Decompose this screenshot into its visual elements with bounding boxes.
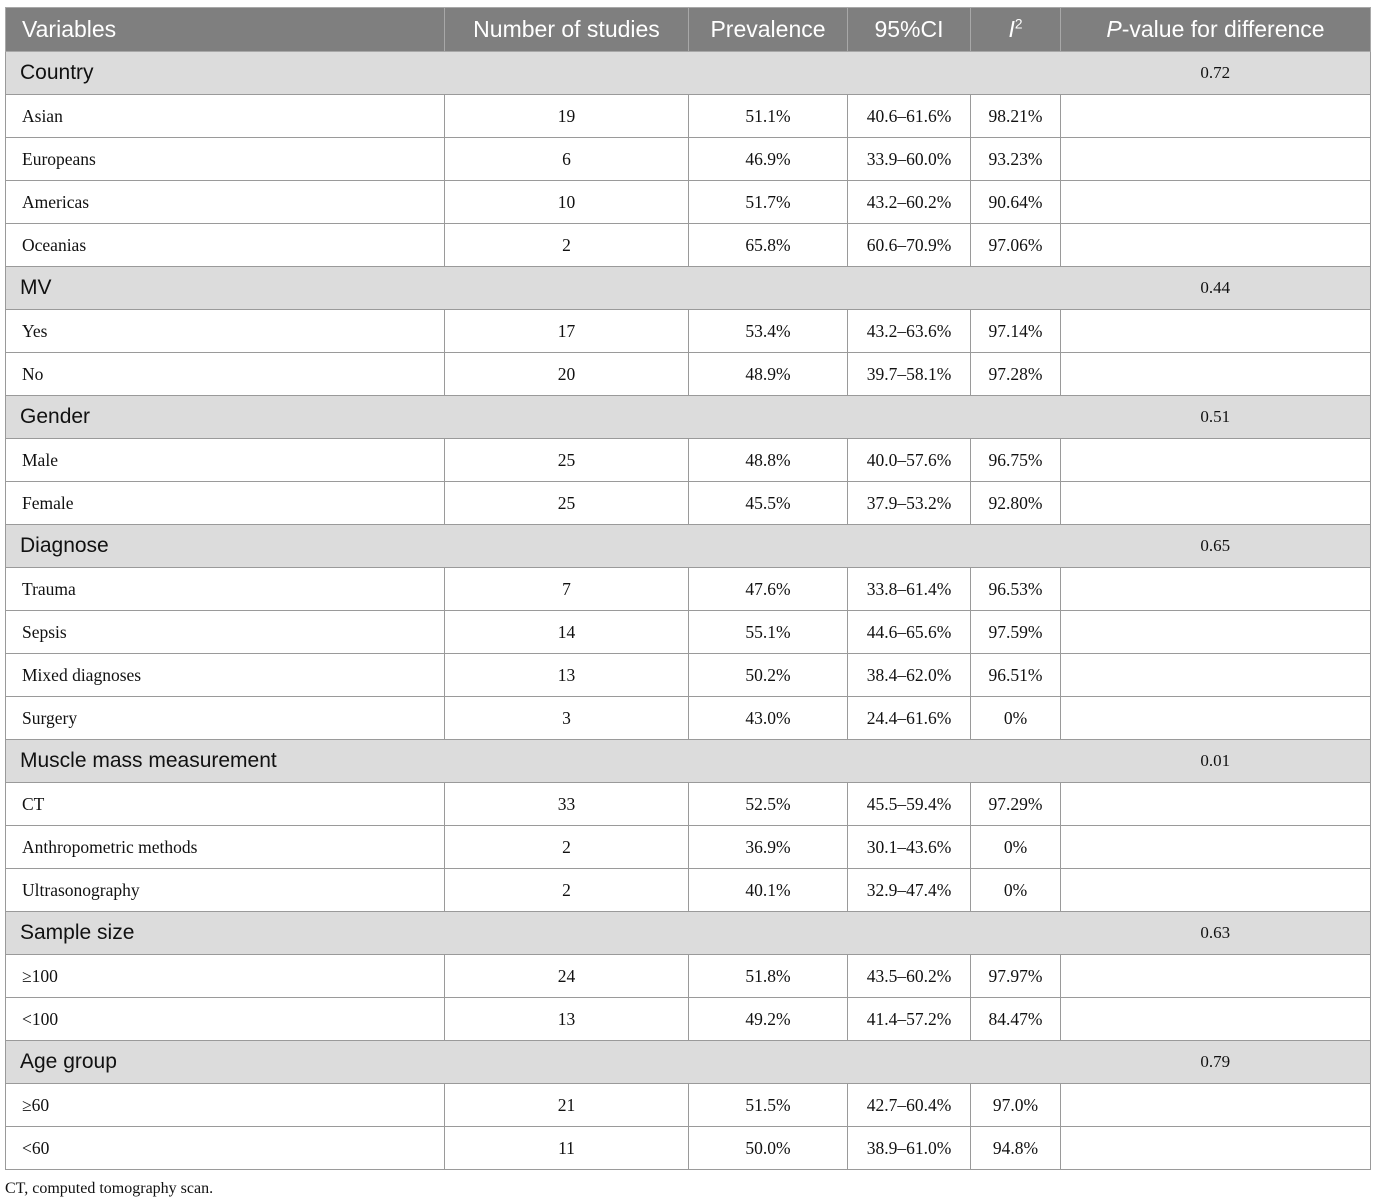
cell-i2: 97.0% — [971, 1084, 1061, 1127]
cell-ci: 41.4–57.2% — [848, 998, 971, 1041]
table-row — [6, 568, 1371, 611]
cell-p-value-empty — [1061, 138, 1371, 181]
cell-ci: 37.9–53.2% — [848, 482, 971, 525]
cell-i2: 96.51% — [971, 654, 1061, 697]
cell-ci: 30.1–43.6% — [848, 826, 971, 869]
header-i2: $I^2$ — [971, 8, 1061, 52]
cell-prevalence: 50.2% — [689, 654, 848, 697]
group-name: Muscle mass measurement — [6, 740, 1061, 783]
cell-p-value-empty — [1061, 568, 1371, 611]
row-label: Asian — [6, 95, 445, 138]
group-name: Gender — [6, 396, 1061, 439]
cell-number-of-studies: 33 — [445, 783, 689, 826]
row-label: CT — [6, 783, 445, 826]
cell-number-of-studies: 10 — [445, 181, 689, 224]
cell-p-value-empty — [1061, 1127, 1371, 1170]
cell-p-value-empty — [1061, 611, 1371, 654]
cell-p-value-empty — [1061, 95, 1371, 138]
cell-ci: 38.9–61.0% — [848, 1127, 971, 1170]
cell-ci: 43.2–63.6% — [848, 310, 971, 353]
cell-i2: 97.14% — [971, 310, 1061, 353]
row-label: Trauma — [6, 568, 445, 611]
cell-i2: 84.47% — [971, 998, 1061, 1041]
row-label: Oceanias — [6, 224, 445, 267]
cell-prevalence: 65.8% — [689, 224, 848, 267]
table-row — [6, 224, 1371, 267]
cell-p-value-empty — [1061, 869, 1371, 912]
row-label: Americas — [6, 181, 445, 224]
cell-p-value-empty — [1061, 439, 1371, 482]
cell-i2: 0% — [971, 826, 1061, 869]
group-p-value: 0.63 — [1061, 912, 1371, 955]
cell-p-value-empty — [1061, 998, 1371, 1041]
table-row — [6, 95, 1371, 138]
cell-number-of-studies: 25 — [445, 439, 689, 482]
row-label: Male — [6, 439, 445, 482]
row-label: Yes — [6, 310, 445, 353]
group-row — [6, 52, 1371, 95]
cell-p-value-empty — [1061, 353, 1371, 396]
cell-p-value-empty — [1061, 1084, 1371, 1127]
table-row — [6, 826, 1371, 869]
cell-prevalence: 51.7% — [689, 181, 848, 224]
header-p-value: P-value for difference — [1061, 8, 1371, 52]
cell-number-of-studies: 2 — [445, 224, 689, 267]
cell-i2: 97.59% — [971, 611, 1061, 654]
table-row — [6, 611, 1371, 654]
group-p-value: 0.51 — [1061, 396, 1371, 439]
subgroup-table — [5, 7, 1371, 1170]
cell-p-value-empty — [1061, 482, 1371, 525]
table-row — [6, 869, 1371, 912]
group-name: Country — [6, 52, 1061, 95]
row-label: ≥60 — [6, 1084, 445, 1127]
cell-prevalence: 49.2% — [689, 998, 848, 1041]
row-label: Europeans — [6, 138, 445, 181]
cell-i2: 97.06% — [971, 224, 1061, 267]
cell-ci: 60.6–70.9% — [848, 224, 971, 267]
row-label: Sepsis — [6, 611, 445, 654]
row-label: ≥100 — [6, 955, 445, 998]
cell-p-value-empty — [1061, 224, 1371, 267]
header-number-of-studies: Number of studies — [445, 8, 689, 52]
cell-i2: 96.75% — [971, 439, 1061, 482]
cell-number-of-studies: 6 — [445, 138, 689, 181]
row-label: Surgery — [6, 697, 445, 740]
group-row — [6, 1041, 1371, 1084]
cell-ci: 40.6–61.6% — [848, 95, 971, 138]
row-label: <60 — [6, 1127, 445, 1170]
cell-number-of-studies: 7 — [445, 568, 689, 611]
cell-p-value-empty — [1061, 654, 1371, 697]
cell-number-of-studies: 3 — [445, 697, 689, 740]
group-name: MV — [6, 267, 1061, 310]
cell-p-value-empty — [1061, 697, 1371, 740]
cell-number-of-studies: 13 — [445, 654, 689, 697]
cell-ci: 24.4–61.6% — [848, 697, 971, 740]
header-variables: Variables — [6, 8, 445, 52]
cell-i2: 0% — [971, 697, 1061, 740]
table-row — [6, 955, 1371, 998]
cell-ci: 33.8–61.4% — [848, 568, 971, 611]
table-row — [6, 482, 1371, 525]
group-name: Age group — [6, 1041, 1061, 1084]
cell-prevalence: 55.1% — [689, 611, 848, 654]
cell-ci: 39.7–58.1% — [848, 353, 971, 396]
cell-prevalence: 53.4% — [689, 310, 848, 353]
table-row — [6, 310, 1371, 353]
cell-i2: 0% — [971, 869, 1061, 912]
cell-number-of-studies: 21 — [445, 1084, 689, 1127]
group-name: Diagnose — [6, 525, 1061, 568]
cell-p-value-empty — [1061, 783, 1371, 826]
cell-ci: 38.4–62.0% — [848, 654, 971, 697]
cell-i2: 97.29% — [971, 783, 1061, 826]
cell-number-of-studies: 11 — [445, 1127, 689, 1170]
row-label: Anthropometric methods — [6, 826, 445, 869]
cell-ci: 42.7–60.4% — [848, 1084, 971, 1127]
table-row — [6, 1127, 1371, 1170]
header-prevalence: Prevalence — [689, 8, 848, 52]
cell-number-of-studies: 24 — [445, 955, 689, 998]
cell-prevalence: 51.8% — [689, 955, 848, 998]
cell-number-of-studies: 13 — [445, 998, 689, 1041]
cell-prevalence: 48.8% — [689, 439, 848, 482]
cell-p-value-empty — [1061, 826, 1371, 869]
footnote: CT, computed tomography scan. — [5, 1180, 214, 1197]
cell-ci: 33.9–60.0% — [848, 138, 971, 181]
cell-ci: 43.5–60.2% — [848, 955, 971, 998]
cell-prevalence: 51.5% — [689, 1084, 848, 1127]
row-label: No — [6, 353, 445, 396]
cell-prevalence: 45.5% — [689, 482, 848, 525]
cell-p-value-empty — [1061, 955, 1371, 998]
cell-number-of-studies: 17 — [445, 310, 689, 353]
cell-number-of-studies: 2 — [445, 869, 689, 912]
cell-i2: 96.53% — [971, 568, 1061, 611]
cell-prevalence: 48.9% — [689, 353, 848, 396]
cell-p-value-empty — [1061, 181, 1371, 224]
cell-ci: 45.5–59.4% — [848, 783, 971, 826]
table-row — [6, 783, 1371, 826]
group-p-value: 0.65 — [1061, 525, 1371, 568]
table-row — [6, 654, 1371, 697]
cell-i2: 94.8% — [971, 1127, 1061, 1170]
cell-number-of-studies: 20 — [445, 353, 689, 396]
cell-prevalence: 43.0% — [689, 697, 848, 740]
table-row — [6, 1084, 1371, 1127]
cell-prevalence: 47.6% — [689, 568, 848, 611]
group-row — [6, 912, 1371, 955]
table-row — [6, 697, 1371, 740]
cell-prevalence: 50.0% — [689, 1127, 848, 1170]
group-p-value: 0.72 — [1061, 52, 1371, 95]
table-row — [6, 138, 1371, 181]
table-row — [6, 998, 1371, 1041]
row-label: Female — [6, 482, 445, 525]
group-p-value: 0.44 — [1061, 267, 1371, 310]
group-name: Sample size — [6, 912, 1061, 955]
cell-prevalence: 40.1% — [689, 869, 848, 912]
cell-i2: 97.97% — [971, 955, 1061, 998]
header-ci: 95%CI — [848, 8, 971, 52]
group-row — [6, 525, 1371, 568]
cell-number-of-studies: 14 — [445, 611, 689, 654]
table-row — [6, 181, 1371, 224]
table-row — [6, 439, 1371, 482]
cell-ci: 44.6–65.6% — [848, 611, 971, 654]
group-row — [6, 396, 1371, 439]
cell-number-of-studies: 25 — [445, 482, 689, 525]
cell-i2: 90.64% — [971, 181, 1061, 224]
cell-prevalence: 51.1% — [689, 95, 848, 138]
cell-prevalence: 52.5% — [689, 783, 848, 826]
cell-i2: 93.23% — [971, 138, 1061, 181]
cell-ci: 43.2–60.2% — [848, 181, 971, 224]
cell-i2: 97.28% — [971, 353, 1061, 396]
header-row — [6, 8, 1371, 52]
group-row — [6, 740, 1371, 783]
cell-i2: 98.21% — [971, 95, 1061, 138]
table-row — [6, 353, 1371, 396]
cell-prevalence: 46.9% — [689, 138, 848, 181]
row-label: Ultrasonography — [6, 869, 445, 912]
cell-i2: 92.80% — [971, 482, 1061, 525]
group-p-value: 0.01 — [1061, 740, 1371, 783]
cell-ci: 40.0–57.6% — [848, 439, 971, 482]
cell-p-value-empty — [1061, 310, 1371, 353]
group-row — [6, 267, 1371, 310]
group-p-value: 0.79 — [1061, 1041, 1371, 1084]
row-label: Mixed diagnoses — [6, 654, 445, 697]
row-label: <100 — [6, 998, 445, 1041]
cell-number-of-studies: 19 — [445, 95, 689, 138]
cell-number-of-studies: 2 — [445, 826, 689, 869]
cell-ci: 32.9–47.4% — [848, 869, 971, 912]
cell-prevalence: 36.9% — [689, 826, 848, 869]
